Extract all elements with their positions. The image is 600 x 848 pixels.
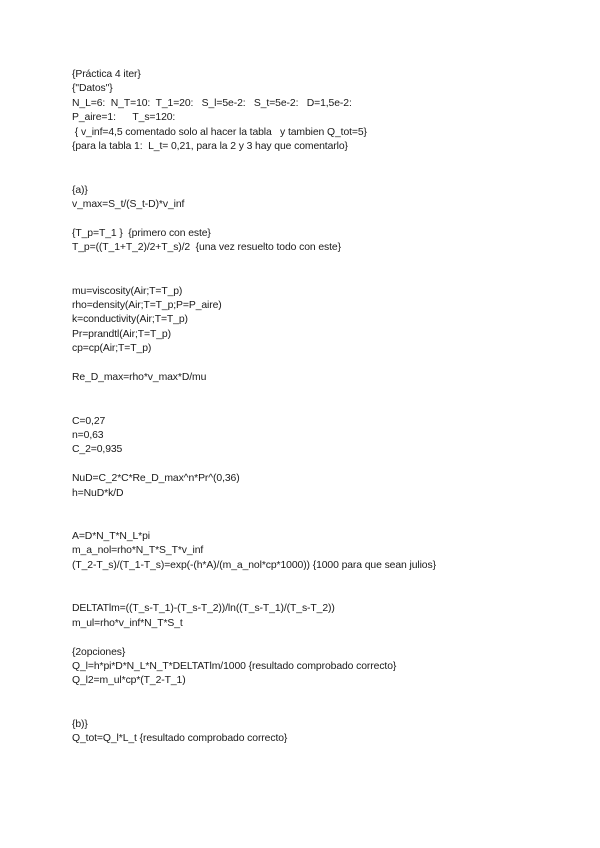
blank-line: [72, 256, 582, 270]
blank-line: [72, 703, 582, 717]
code-line-rho: rho=density(Air;T=T_p;P=P_aire): [72, 300, 222, 311]
code-line-deltatlm: DELTATlm=((T_s-T_1)-(T_s-T_2))/ln((T_s-T_1)/(T_s-T_2)): [72, 603, 335, 615]
blank-line: [72, 516, 582, 530]
comment-line-title: {Práctica 4 iter}: [72, 69, 141, 80]
code-line-tp: T_p=((T_1+T_2)/2+T_s)/2 {una vez resuelto todo con este}: [72, 242, 341, 254]
code-line-ql: Q_l=h*pi*D*N_L*N_T*DELTATlm/1000 {resultado comprobado correcto}: [72, 660, 397, 672]
code-line-ql2: Q_l2=m_ul*cp*(T_2-T_1): [72, 675, 186, 687]
code-line-pr: Pr=prandtl(Air;T=T_p): [72, 328, 171, 340]
section-heading-b: {b)}: [72, 718, 88, 730]
blank-line: [72, 689, 582, 703]
comment-line-datos: {"Datos"}: [72, 83, 113, 95]
code-line-h: h=NuD*k/D: [72, 487, 124, 499]
comment-line-tp: {T_p=T_1 } {primero con este}: [72, 227, 211, 239]
blank-line: [72, 458, 582, 472]
code-line-k: k=conductivity(Air;T=T_p): [72, 314, 188, 326]
blank-line: [72, 155, 582, 169]
blank-line: [72, 270, 582, 284]
comment-line-opciones: {2opciones}: [72, 646, 126, 658]
blank-line: [72, 588, 582, 602]
code-line-mass-flow: m_a_nol=rho*N_T*S_T*v_inf: [72, 545, 204, 557]
code-line-c: C=0,27: [72, 415, 106, 427]
blank-line: [72, 169, 582, 183]
blank-line: [72, 212, 582, 226]
code-line-qtot: Q_tot=Q_l*L_t {resultado comprobado correcto}: [72, 733, 288, 745]
blank-line: [72, 631, 582, 645]
blank-line: [72, 501, 582, 515]
blank-line: [72, 400, 582, 414]
section-heading-a: {a)}: [72, 184, 88, 196]
code-line-n: n=0,63: [72, 429, 104, 441]
code-line-outlet-temp: (T_2-T_s)/(T_1-T_s)=exp(-(h*A)/(m_a_nol*cp*1000)) {1000 para que sean julios}: [72, 559, 436, 571]
code-line-data-2: P_aire=1: T_s=120:: [72, 112, 176, 124]
code-line-mul: m_ul=rho*v_inf*N_T*S_t: [72, 617, 183, 629]
code-line-data-1: N_L=6: N_T=10: T_1=20: S_l=5e-2: S_t=5e-2: D=1,5e-2:: [72, 97, 352, 109]
code-line-nud: NuD=C_2*C*Re_D_max^n*Pr^(0,36): [72, 473, 240, 485]
code-line-area: A=D*N_T*N_L*pi: [72, 531, 151, 542]
equation-listing: [72, 68, 582, 747]
comment-line-vinf: { v_inf=4,5 comentado solo al hacer la tabla y tambien Q_tot=5}: [72, 126, 367, 138]
comment-line-tabla: {para la tabla 1: L_t= 0,21, para la 2 y 3 hay que comentarlo}: [72, 141, 348, 153]
code-line-c2: C_2=0,935: [72, 444, 123, 456]
blank-line: [72, 357, 582, 371]
code-line-re: Re_D_max=rho*v_max*D/mu: [72, 372, 207, 384]
code-line-vmax: v_max=S_t/(S_t-D)*v_inf: [72, 198, 185, 210]
blank-line: [72, 573, 582, 587]
code-line-cp: cp=cp(Air;T=T_p): [72, 343, 152, 355]
code-line-mu: mu=viscosity(Air;T=T_p): [72, 285, 183, 297]
blank-line: [72, 386, 582, 400]
